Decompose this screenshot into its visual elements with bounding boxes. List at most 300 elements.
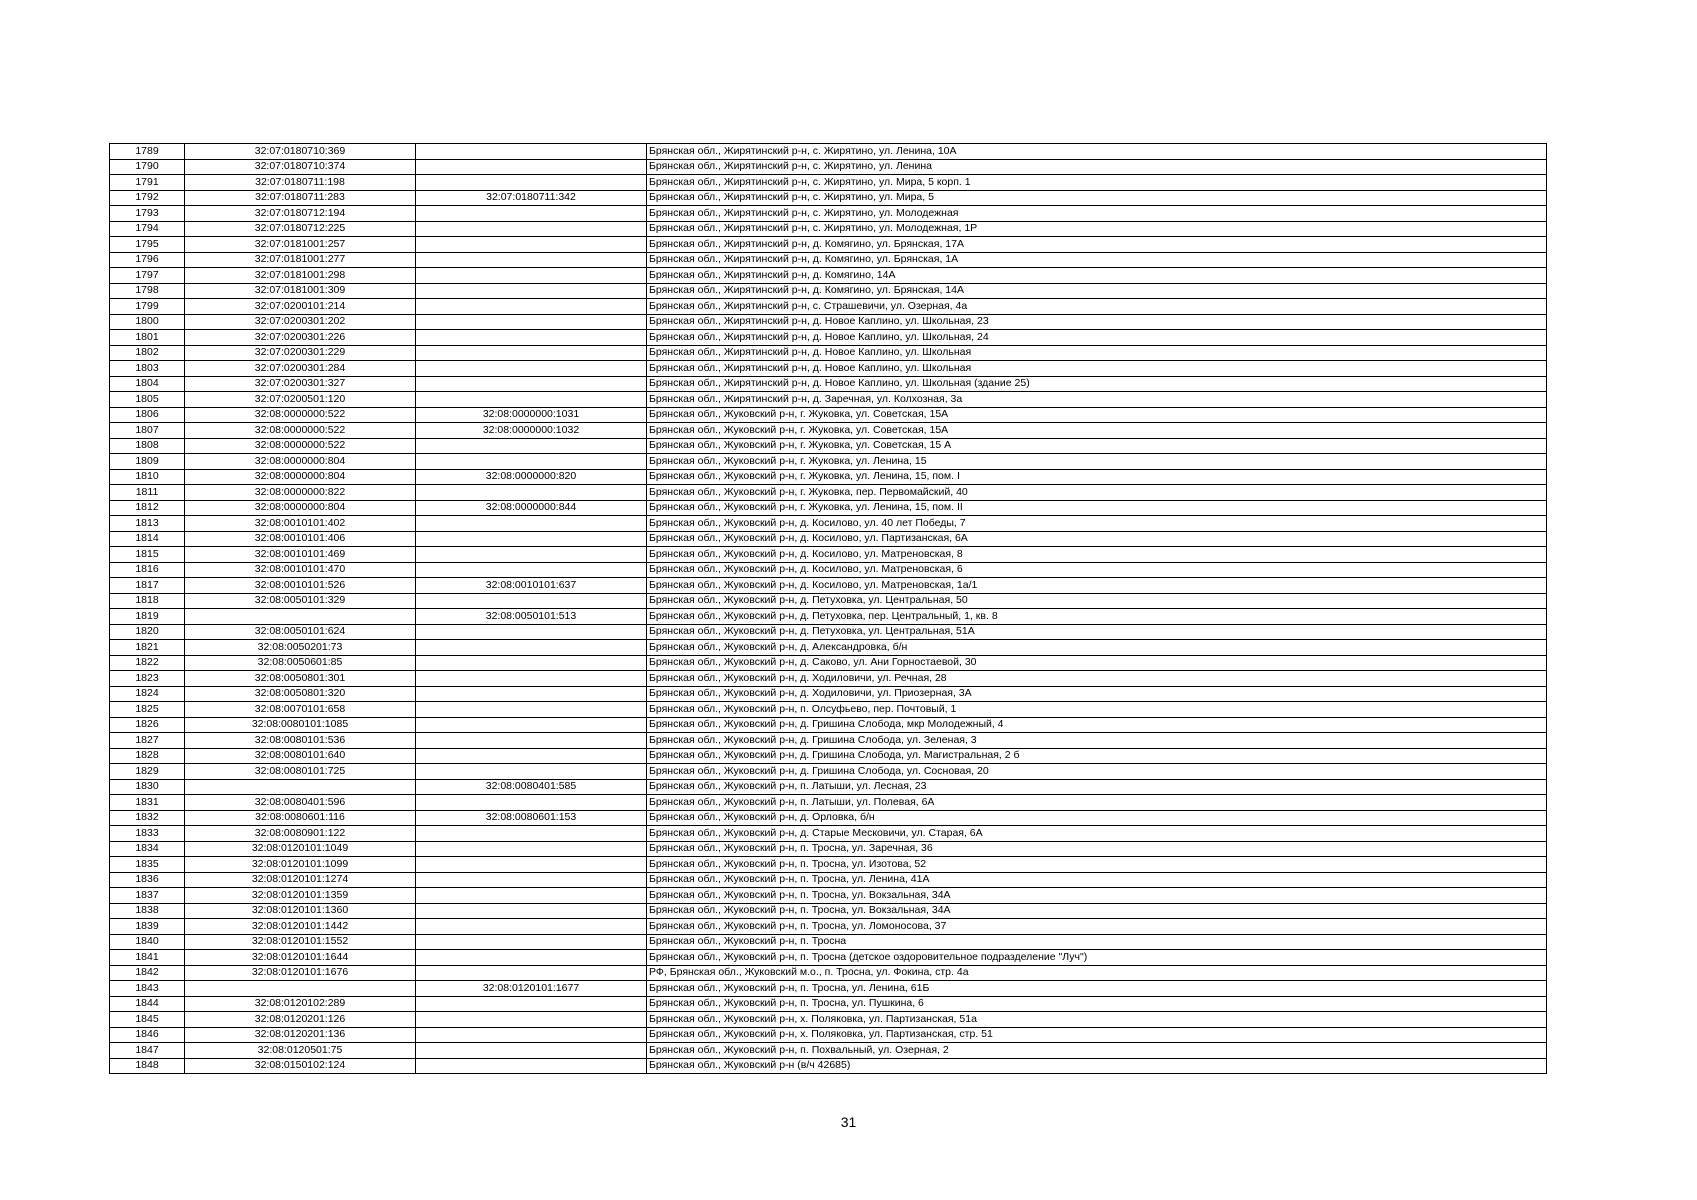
table-row: [110, 903, 1547, 919]
table-row: [110, 330, 1547, 346]
linked-cadastral-number-cell: [416, 841, 647, 857]
address-cell: Брянская обл., Жуковский р-н, п. Тросна, ул. Ленина, 41А: [647, 872, 1547, 888]
address-cell: Брянская обл., Жуковский р-н, п. Тросна (детское оздоровительное подразделение "Луч"): [647, 950, 1547, 966]
row-number-cell: 1800: [110, 314, 185, 330]
row-number-cell: 1815: [110, 547, 185, 563]
address-cell: Брянская обл., Жуковский р-н, д. Петуховка, ул. Центральная, 50: [647, 593, 1547, 609]
address-cell: Брянская обл., Жуковский р-н, д. Косилово, ул. Матреновская, 6: [647, 562, 1547, 578]
row-number-cell: 1814: [110, 531, 185, 547]
linked-cadastral-number-cell: [416, 1012, 647, 1028]
row-number-cell: 1825: [110, 702, 185, 718]
cadastral-number-cell: 32:07:0200301:202: [185, 314, 416, 330]
cadastral-number-cell: 32:08:0010101:402: [185, 516, 416, 532]
address-cell: Брянская обл., Жуковский р-н, д. Косилово, ул. Матреновская, 8: [647, 547, 1547, 563]
table-row: [110, 748, 1547, 764]
table-row: [110, 1058, 1547, 1074]
table-row: [110, 392, 1547, 408]
row-number-cell: 1811: [110, 485, 185, 501]
linked-cadastral-number-cell: 32:08:0050101:513: [416, 609, 647, 625]
cadastral-number-cell: 32:07:0200301:229: [185, 345, 416, 361]
linked-cadastral-number-cell: 32:08:0000000:1031: [416, 407, 647, 423]
address-cell: Брянская обл., Жуковский р-н, д. Ходиловичи, ул. Речная, 28: [647, 671, 1547, 687]
cadastral-number-cell: 32:07:0200301:327: [185, 376, 416, 392]
table-row: [110, 252, 1547, 268]
table-row: [110, 686, 1547, 702]
row-number-cell: 1797: [110, 268, 185, 284]
linked-cadastral-number-cell: [416, 872, 647, 888]
row-number-cell: 1826: [110, 717, 185, 733]
cadastral-number-cell: 32:07:0181001:309: [185, 283, 416, 299]
cadastral-number-cell: 32:08:0120101:1359: [185, 888, 416, 904]
table-row: [110, 934, 1547, 950]
linked-cadastral-number-cell: [416, 1043, 647, 1059]
linked-cadastral-number-cell: 32:08:0000000:1032: [416, 423, 647, 439]
address-cell: Брянская обл., Жирятинский р-н, д. Заречная, ул. Колхозная, 3а: [647, 392, 1547, 408]
table-row: [110, 1027, 1547, 1043]
row-number-cell: 1844: [110, 996, 185, 1012]
table-row: [110, 562, 1547, 578]
cadastral-number-cell: 32:08:0000000:522: [185, 423, 416, 439]
cadastral-number-cell: 32:08:0080601:116: [185, 810, 416, 826]
linked-cadastral-number-cell: [416, 934, 647, 950]
table-row: [110, 500, 1547, 516]
linked-cadastral-number-cell: [416, 252, 647, 268]
table-row: [110, 299, 1547, 315]
address-cell: Брянская обл., Жуковский р-н, п. Олсуфьево, пер. Почтовый, 1: [647, 702, 1547, 718]
table-row: [110, 221, 1547, 237]
cadastral-number-cell: 32:08:0080101:725: [185, 764, 416, 780]
linked-cadastral-number-cell: [416, 826, 647, 842]
table-row: [110, 190, 1547, 206]
cadastral-number-cell: 32:08:0080901:122: [185, 826, 416, 842]
address-cell: Брянская обл., Жирятинский р-н, д. Новое Каплино, ул. Школьная: [647, 345, 1547, 361]
table-row: [110, 407, 1547, 423]
row-number-cell: 1804: [110, 376, 185, 392]
table-row: [110, 268, 1547, 284]
address-cell: Брянская обл., Жирятинский р-н, с. Страшевичи, ул. Озерная, 4а: [647, 299, 1547, 315]
table-row: [110, 779, 1547, 795]
table-row: [110, 733, 1547, 749]
address-cell: Брянская обл., Жирятинский р-н, с. Жирятино, ул. Мира, 5 корп. 1: [647, 175, 1547, 191]
address-cell: Брянская обл., Жирятинский р-н, с. Жирятино, ул. Молодежная, 1Р: [647, 221, 1547, 237]
table-row: [110, 872, 1547, 888]
linked-cadastral-number-cell: [416, 299, 647, 315]
table-row: [110, 547, 1547, 563]
row-number-cell: 1822: [110, 655, 185, 671]
linked-cadastral-number-cell: [416, 562, 647, 578]
cadastral-number-cell: 32:08:0050101:329: [185, 593, 416, 609]
table-row: [110, 237, 1547, 253]
address-cell: РФ, Брянская обл., Жуковский м.о., п. Тросна, ул. Фокина, стр. 4а: [647, 965, 1547, 981]
row-number-cell: 1789: [110, 144, 185, 160]
row-number-cell: 1792: [110, 190, 185, 206]
cadastral-number-cell: 32:07:0180710:374: [185, 159, 416, 175]
cadastral-number-cell: 32:08:0010101:469: [185, 547, 416, 563]
row-number-cell: 1813: [110, 516, 185, 532]
address-cell: Брянская обл., Жуковский р-н, п. Латыши, ул. Лесная, 23: [647, 779, 1547, 795]
cadastral-number-cell: 32:08:0120101:1274: [185, 872, 416, 888]
linked-cadastral-number-cell: [416, 361, 647, 377]
table-row: [110, 717, 1547, 733]
linked-cadastral-number-cell: [416, 1027, 647, 1043]
cadastral-number-cell: 32:07:0180712:225: [185, 221, 416, 237]
cadastral-number-cell: 32:08:0070101:658: [185, 702, 416, 718]
linked-cadastral-number-cell: 32:08:0080601:153: [416, 810, 647, 826]
linked-cadastral-number-cell: [416, 702, 647, 718]
cadastral-number-cell: 32:08:0120101:1099: [185, 857, 416, 873]
address-cell: Брянская обл., Жуковский р-н, д. Косилово, ул. Партизанская, 6А: [647, 531, 1547, 547]
row-number-cell: 1807: [110, 423, 185, 439]
cadastral-number-cell: 32:08:0120101:1049: [185, 841, 416, 857]
linked-cadastral-number-cell: [416, 748, 647, 764]
cadastral-number-cell: 32:08:0120101:1442: [185, 919, 416, 935]
row-number-cell: 1845: [110, 1012, 185, 1028]
linked-cadastral-number-cell: [416, 175, 647, 191]
address-cell: Брянская обл., Жуковский р-н, д. Гришина Слобода, ул. Сосновая, 20: [647, 764, 1547, 780]
address-cell: Брянская обл., Жуковский р-н, х. Поляковка, ул. Партизанская, стр. 51: [647, 1027, 1547, 1043]
linked-cadastral-number-cell: [416, 144, 647, 160]
linked-cadastral-number-cell: [416, 268, 647, 284]
cadastral-number-cell: 32:08:0000000:804: [185, 500, 416, 516]
cadastral-number-cell: 32:08:0120102:289: [185, 996, 416, 1012]
cadastral-number-cell: 32:08:0010101:470: [185, 562, 416, 578]
cadastral-number-cell: 32:08:0120201:126: [185, 1012, 416, 1028]
table-row: [110, 175, 1547, 191]
linked-cadastral-number-cell: [416, 764, 647, 780]
row-number-cell: 1832: [110, 810, 185, 826]
table-row: [110, 469, 1547, 485]
address-cell: Брянская обл., Жирятинский р-н, д. Новое Каплино, ул. Школьная, 24: [647, 330, 1547, 346]
property-table: [109, 143, 1547, 1074]
cadastral-number-cell: 32:08:0120101:1676: [185, 965, 416, 981]
linked-cadastral-number-cell: [416, 686, 647, 702]
address-cell: Брянская обл., Жуковский р-н, п. Тросна, ул. Изотова, 52: [647, 857, 1547, 873]
cadastral-number-cell: 32:08:0050801:301: [185, 671, 416, 687]
property-table-body: [110, 144, 1547, 1074]
address-cell: Брянская обл., Жуковский р-н, г. Жуковка, пер. Первомайский, 40: [647, 485, 1547, 501]
table-row: [110, 981, 1547, 997]
address-cell: Брянская обл., Жуковский р-н, х. Поляковка, ул. Партизанская, 51а: [647, 1012, 1547, 1028]
cadastral-number-cell: [185, 981, 416, 997]
row-number-cell: 1830: [110, 779, 185, 795]
table-row: [110, 857, 1547, 873]
address-cell: Брянская обл., Жуковский р-н, п. Тросна: [647, 934, 1547, 950]
linked-cadastral-number-cell: [416, 996, 647, 1012]
row-number-cell: 1824: [110, 686, 185, 702]
cadastral-number-cell: 32:08:0120101:1360: [185, 903, 416, 919]
address-cell: Брянская обл., Жуковский р-н, д. Косилово, ул. 40 лет Победы, 7: [647, 516, 1547, 532]
cadastral-number-cell: 32:07:0200301:284: [185, 361, 416, 377]
table-row: [110, 1043, 1547, 1059]
table-row: [110, 950, 1547, 966]
row-number-cell: 1816: [110, 562, 185, 578]
address-cell: Брянская обл., Жуковский р-н, д. Старые Месковичи, ул. Старая, 6А: [647, 826, 1547, 842]
address-cell: Брянская обл., Жуковский р-н, п. Тросна, ул. Ленина, 61Б: [647, 981, 1547, 997]
table-row: [110, 1012, 1547, 1028]
row-number-cell: 1806: [110, 407, 185, 423]
cadastral-number-cell: 32:07:0181001:298: [185, 268, 416, 284]
address-cell: Брянская обл., Жирятинский р-н, с. Жирятино, ул. Ленина, 10А: [647, 144, 1547, 160]
cadastral-number-cell: 32:08:0150102:124: [185, 1058, 416, 1074]
cadastral-number-cell: 32:08:0000000:522: [185, 438, 416, 454]
address-cell: Брянская обл., Жуковский р-н, г. Жуковка, ул. Ленина, 15, пом. I: [647, 469, 1547, 485]
linked-cadastral-number-cell: [416, 671, 647, 687]
address-cell: Брянская обл., Жуковский р-н, г. Жуковка, ул. Советская, 15А: [647, 407, 1547, 423]
row-number-cell: 1790: [110, 159, 185, 175]
linked-cadastral-number-cell: [416, 330, 647, 346]
cadastral-number-cell: 32:07:0180710:369: [185, 144, 416, 160]
cadastral-number-cell: 32:07:0180711:283: [185, 190, 416, 206]
row-number-cell: 1795: [110, 237, 185, 253]
address-cell: Брянская обл., Жуковский р-н, д. Гришина Слобода, ул. Магистральная, 2 б: [647, 748, 1547, 764]
linked-cadastral-number-cell: [416, 919, 647, 935]
cadastral-number-cell: [185, 779, 416, 795]
linked-cadastral-number-cell: [416, 795, 647, 811]
linked-cadastral-number-cell: [416, 376, 647, 392]
linked-cadastral-number-cell: [416, 221, 647, 237]
linked-cadastral-number-cell: [416, 1058, 647, 1074]
table-row: [110, 919, 1547, 935]
row-number-cell: 1840: [110, 934, 185, 950]
linked-cadastral-number-cell: [416, 454, 647, 470]
linked-cadastral-number-cell: [416, 547, 647, 563]
table-row: [110, 996, 1547, 1012]
row-number-cell: 1833: [110, 826, 185, 842]
address-cell: Брянская обл., Жуковский р-н, п. Тросна, ул. Ломоносова, 37: [647, 919, 1547, 935]
cadastral-number-cell: 32:08:0080101:536: [185, 733, 416, 749]
cadastral-number-cell: 32:08:0050601:85: [185, 655, 416, 671]
linked-cadastral-number-cell: [416, 717, 647, 733]
row-number-cell: 1848: [110, 1058, 185, 1074]
linked-cadastral-number-cell: [416, 531, 647, 547]
address-cell: Брянская обл., Жуковский р-н, п. Тросна, ул. Вокзальная, 34А: [647, 903, 1547, 919]
linked-cadastral-number-cell: [416, 903, 647, 919]
linked-cadastral-number-cell: 32:08:0010101:637: [416, 578, 647, 594]
address-cell: Брянская обл., Жуковский р-н, п. Тросна, ул. Пушкина, 6: [647, 996, 1547, 1012]
table-row: [110, 965, 1547, 981]
linked-cadastral-number-cell: 32:07:0180711:342: [416, 190, 647, 206]
row-number-cell: 1808: [110, 438, 185, 454]
address-cell: Брянская обл., Жуковский р-н, д. Александровка, б/н: [647, 640, 1547, 656]
linked-cadastral-number-cell: [416, 392, 647, 408]
linked-cadastral-number-cell: [416, 857, 647, 873]
table-row: [110, 345, 1547, 361]
table-row: [110, 516, 1547, 532]
address-cell: Брянская обл., Жирятинский р-н, с. Жирятино, ул. Ленина: [647, 159, 1547, 175]
row-number-cell: 1842: [110, 965, 185, 981]
cadastral-number-cell: 32:08:0000000:804: [185, 454, 416, 470]
address-cell: Брянская обл., Жуковский р-н, п. Похвальный, ул. Озерная, 2: [647, 1043, 1547, 1059]
linked-cadastral-number-cell: [416, 593, 647, 609]
linked-cadastral-number-cell: [416, 516, 647, 532]
linked-cadastral-number-cell: 32:08:0120101:1677: [416, 981, 647, 997]
row-number-cell: 1837: [110, 888, 185, 904]
row-number-cell: 1828: [110, 748, 185, 764]
address-cell: Брянская обл., Жуковский р-н, п. Тросна, ул. Заречная, 36: [647, 841, 1547, 857]
row-number-cell: 1801: [110, 330, 185, 346]
address-cell: Брянская обл., Жуковский р-н, г. Жуковка, ул. Советская, 15А: [647, 423, 1547, 439]
row-number-cell: 1793: [110, 206, 185, 222]
cadastral-number-cell: 32:07:0181001:277: [185, 252, 416, 268]
row-number-cell: 1823: [110, 671, 185, 687]
address-cell: Брянская обл., Жуковский р-н, д. Гришина Слобода, ул. Зеленая, 3: [647, 733, 1547, 749]
cadastral-number-cell: 32:08:0050101:624: [185, 624, 416, 640]
table-row: [110, 314, 1547, 330]
table-row: [110, 593, 1547, 609]
address-cell: Брянская обл., Жирятинский р-н, д. Комягино, ул. Брянская, 17А: [647, 237, 1547, 253]
row-number-cell: 1805: [110, 392, 185, 408]
row-number-cell: 1843: [110, 981, 185, 997]
table-row: [110, 376, 1547, 392]
table-row: [110, 795, 1547, 811]
row-number-cell: 1836: [110, 872, 185, 888]
row-number-cell: 1827: [110, 733, 185, 749]
address-cell: Брянская обл., Жирятинский р-н, д. Комягино, ул. Брянская, 14А: [647, 283, 1547, 299]
linked-cadastral-number-cell: [416, 206, 647, 222]
table-row: [110, 888, 1547, 904]
row-number-cell: 1829: [110, 764, 185, 780]
table-row: [110, 810, 1547, 826]
table-row: [110, 578, 1547, 594]
linked-cadastral-number-cell: 32:08:0080401:585: [416, 779, 647, 795]
row-number-cell: 1803: [110, 361, 185, 377]
address-cell: Брянская обл., Жуковский р-н, д. Гришина Слобода, мкр Молодежный, 4: [647, 717, 1547, 733]
cadastral-number-cell: 32:07:0200501:120: [185, 392, 416, 408]
address-cell: Брянская обл., Жуковский р-н, г. Жуковка, ул. Советская, 15 А: [647, 438, 1547, 454]
address-cell: Брянская обл., Жуковский р-н, п. Тросна, ул. Вокзальная, 34А: [647, 888, 1547, 904]
address-cell: Брянская обл., Жирятинский р-н, д. Новое Каплино, ул. Школьная (здание 25): [647, 376, 1547, 392]
address-cell: Брянская обл., Жирятинский р-н, д. Комягино, 14А: [647, 268, 1547, 284]
table-row: [110, 655, 1547, 671]
table-row: [110, 454, 1547, 470]
table-row: [110, 671, 1547, 687]
linked-cadastral-number-cell: [416, 888, 647, 904]
row-number-cell: 1809: [110, 454, 185, 470]
cadastral-number-cell: 32:07:0200101:214: [185, 299, 416, 315]
row-number-cell: 1838: [110, 903, 185, 919]
cadastral-number-cell: 32:08:0010101:526: [185, 578, 416, 594]
linked-cadastral-number-cell: 32:08:0000000:820: [416, 469, 647, 485]
cadastral-number-cell: 32:08:0120101:1552: [185, 934, 416, 950]
table-row: [110, 764, 1547, 780]
row-number-cell: 1835: [110, 857, 185, 873]
cadastral-number-cell: [185, 609, 416, 625]
address-cell: Брянская обл., Жирятинский р-н, д. Новое Каплино, ул. Школьная, 23: [647, 314, 1547, 330]
row-number-cell: 1818: [110, 593, 185, 609]
cadastral-number-cell: 32:08:0120201:136: [185, 1027, 416, 1043]
cadastral-number-cell: 32:08:0120501:75: [185, 1043, 416, 1059]
row-number-cell: 1839: [110, 919, 185, 935]
table-row: [110, 144, 1547, 160]
row-number-cell: 1798: [110, 283, 185, 299]
table-row: [110, 423, 1547, 439]
address-cell: Брянская обл., Жуковский р-н (в/ч 42685): [647, 1058, 1547, 1074]
table-row: [110, 361, 1547, 377]
table-row: [110, 702, 1547, 718]
row-number-cell: 1794: [110, 221, 185, 237]
row-number-cell: 1831: [110, 795, 185, 811]
address-cell: Брянская обл., Жирятинский р-н, д. Комягино, ул. Брянская, 1А: [647, 252, 1547, 268]
row-number-cell: 1847: [110, 1043, 185, 1059]
linked-cadastral-number-cell: [416, 438, 647, 454]
address-cell: Брянская обл., Жуковский р-н, д. Саково, ул. Ани Горностаевой, 30: [647, 655, 1547, 671]
row-number-cell: 1821: [110, 640, 185, 656]
row-number-cell: 1810: [110, 469, 185, 485]
linked-cadastral-number-cell: [416, 237, 647, 253]
address-cell: Брянская обл., Жирятинский р-н, д. Новое Каплино, ул. Школьная: [647, 361, 1547, 377]
cadastral-number-cell: 32:08:0120101:1644: [185, 950, 416, 966]
address-cell: Брянская обл., Жуковский р-н, д. Петуховка, ул. Центральная, 51А: [647, 624, 1547, 640]
row-number-cell: 1834: [110, 841, 185, 857]
cadastral-number-cell: 32:07:0180711:198: [185, 175, 416, 191]
cadastral-number-cell: 32:07:0180712:194: [185, 206, 416, 222]
row-number-cell: 1796: [110, 252, 185, 268]
linked-cadastral-number-cell: [416, 485, 647, 501]
cadastral-number-cell: 32:08:0080101:1085: [185, 717, 416, 733]
cadastral-number-cell: 32:08:0000000:522: [185, 407, 416, 423]
row-number-cell: 1819: [110, 609, 185, 625]
table-row: [110, 826, 1547, 842]
address-cell: Брянская обл., Жуковский р-н, д. Косилово, ул. Матреновская, 1а/1: [647, 578, 1547, 594]
linked-cadastral-number-cell: 32:08:0000000:844: [416, 500, 647, 516]
linked-cadastral-number-cell: [416, 283, 647, 299]
row-number-cell: 1820: [110, 624, 185, 640]
row-number-cell: 1791: [110, 175, 185, 191]
cadastral-number-cell: 32:08:0050801:320: [185, 686, 416, 702]
page-number: 31: [840, 1114, 857, 1130]
cadastral-number-cell: 32:08:0010101:406: [185, 531, 416, 547]
address-cell: Брянская обл., Жуковский р-н, д. Орловка, б/н: [647, 810, 1547, 826]
address-cell: Брянская обл., Жуковский р-н, д. Ходиловичи, ул. Приозерная, 3А: [647, 686, 1547, 702]
table-row: [110, 283, 1547, 299]
address-cell: Брянская обл., Жирятинский р-н, с. Жирятино, ул. Мира, 5: [647, 190, 1547, 206]
row-number-cell: 1802: [110, 345, 185, 361]
linked-cadastral-number-cell: [416, 640, 647, 656]
address-cell: Брянская обл., Жирятинский р-н, с. Жирятино, ул. Молодежная: [647, 206, 1547, 222]
table-row: [110, 624, 1547, 640]
linked-cadastral-number-cell: [416, 655, 647, 671]
table-row: [110, 640, 1547, 656]
address-cell: Брянская обл., Жуковский р-н, п. Латыши, ул. Полевая, 6А: [647, 795, 1547, 811]
table-row: [110, 609, 1547, 625]
cadastral-number-cell: 32:08:0000000:822: [185, 485, 416, 501]
row-number-cell: 1799: [110, 299, 185, 315]
cadastral-number-cell: 32:07:0200301:226: [185, 330, 416, 346]
cadastral-number-cell: 32:08:0050201:73: [185, 640, 416, 656]
row-number-cell: 1812: [110, 500, 185, 516]
cadastral-number-cell: 32:08:0080401:596: [185, 795, 416, 811]
address-cell: Брянская обл., Жуковский р-н, г. Жуковка, ул. Ленина, 15, пом. II: [647, 500, 1547, 516]
linked-cadastral-number-cell: [416, 345, 647, 361]
table-row: [110, 531, 1547, 547]
table-row: [110, 438, 1547, 454]
table-row: [110, 206, 1547, 222]
linked-cadastral-number-cell: [416, 159, 647, 175]
linked-cadastral-number-cell: [416, 950, 647, 966]
table-row: [110, 841, 1547, 857]
linked-cadastral-number-cell: [416, 733, 647, 749]
cadastral-number-cell: 32:07:0181001:257: [185, 237, 416, 253]
cadastral-number-cell: 32:08:0080101:640: [185, 748, 416, 764]
table-row: [110, 485, 1547, 501]
row-number-cell: 1841: [110, 950, 185, 966]
table-row: [110, 159, 1547, 175]
row-number-cell: 1817: [110, 578, 185, 594]
linked-cadastral-number-cell: [416, 314, 647, 330]
address-cell: Брянская обл., Жуковский р-н, г. Жуковка, ул. Ленина, 15: [647, 454, 1547, 470]
row-number-cell: 1846: [110, 1027, 185, 1043]
linked-cadastral-number-cell: [416, 624, 647, 640]
